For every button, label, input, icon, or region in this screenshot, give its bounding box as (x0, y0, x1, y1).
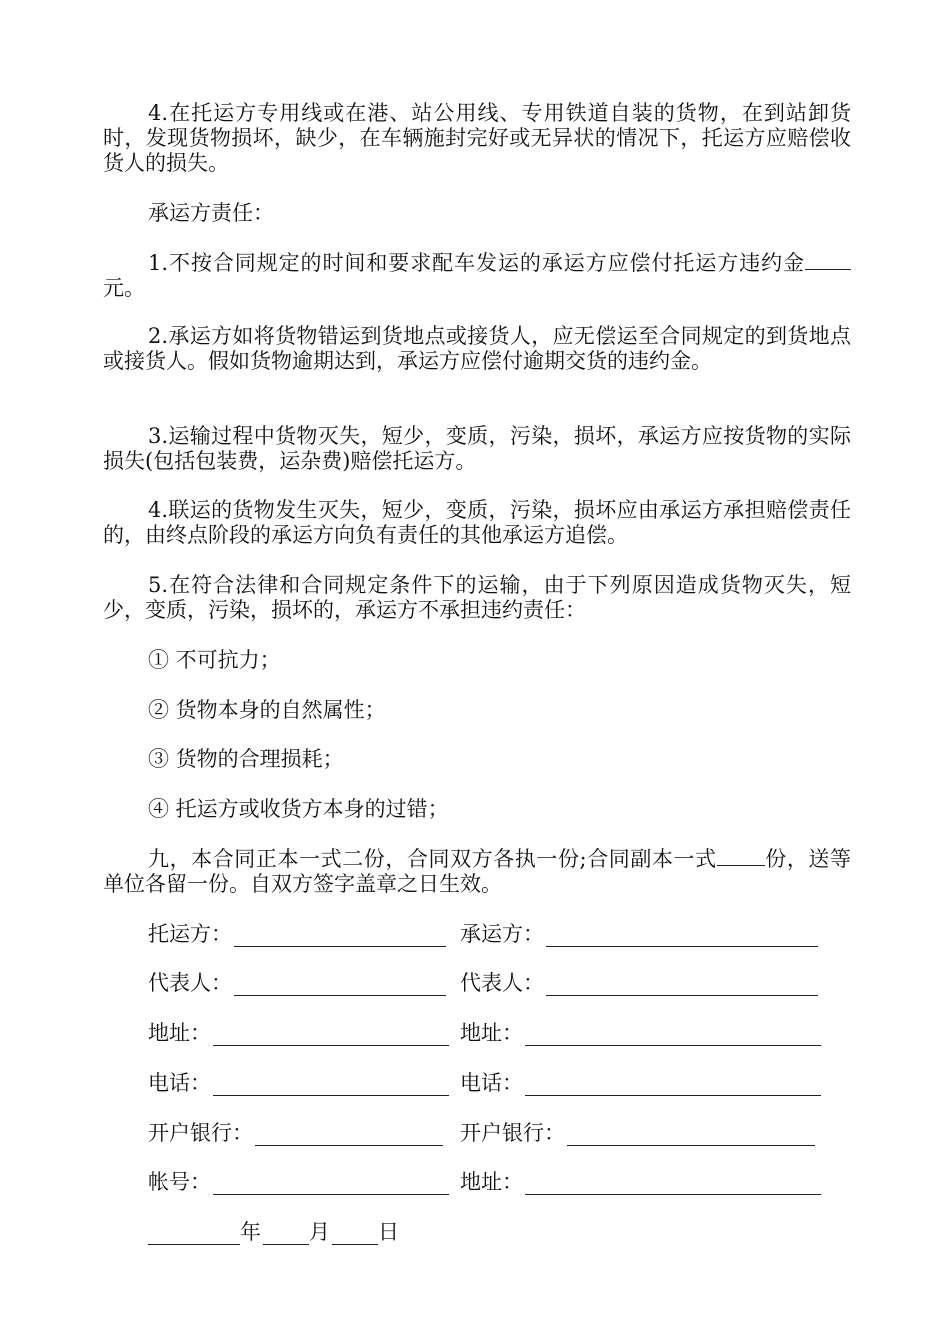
paragraph-carrier-item-5: 5.在符合法律和合同规定条件下的运输，由于下列原因造成货物灭失，短少，变质，污染，损坏的，承运方不承担违约责任： (103, 573, 851, 622)
copies-text: 九，本合同正本一式二份，合同双方各执一份;合同副本一式 (148, 847, 717, 871)
shipper-phone-field (148, 1071, 449, 1096)
paragraph-carrier-item-4: 4.联运的货物发生灭失，短少，变质，污染，损坏应由承运方承担赔偿责任的，由终点阶段的承运方向负有责任的其他承运方追偿。 (103, 498, 851, 547)
carrier-representative-field (460, 971, 818, 996)
carrier-address-2-label: 地址： (460, 1170, 523, 1194)
carrier-item-1-suffix: 元。 (103, 276, 145, 300)
exemption-item-2: ② 货物本身的自然属性； (148, 698, 386, 722)
signature-row-account (148, 1170, 848, 1198)
shipper-address-label: 地址： (148, 1021, 211, 1045)
carrier-line (546, 926, 818, 947)
shipper-account-label: 帐号： (148, 1170, 211, 1194)
shipper-field (148, 922, 446, 947)
shipper-account-line (213, 1174, 449, 1195)
signature-row-address (148, 1021, 848, 1049)
year-label: 年 (240, 1220, 261, 1244)
exemption-item-4: ④ 托运方或收货方本身的过错； (148, 797, 449, 821)
carrier-representative-line (546, 975, 818, 996)
day-label: 日 (378, 1220, 399, 1244)
carrier-item-1-text: 1.不按合同规定的时间和要求配车发运的承运方应偿付托运方违约金 (148, 251, 805, 275)
copies-count-blank (717, 847, 765, 866)
signature-row-phone (148, 1071, 848, 1099)
shipper-representative-line (234, 975, 446, 996)
carrier-bank-field (460, 1121, 815, 1146)
shipper-address-line (213, 1025, 449, 1046)
carrier-address-2-field (460, 1170, 821, 1195)
shipper-representative-label: 代表人： (148, 971, 232, 995)
carrier-phone-line (525, 1075, 821, 1096)
shipper-bank-label: 开户银行： (148, 1121, 253, 1145)
date-field (148, 1220, 399, 1245)
heading-carrier-responsibility: 承运方责任： (148, 201, 274, 225)
exemption-item-3: ③ 货物的合理损耗； (148, 747, 344, 771)
amount-blank (805, 251, 851, 270)
signature-row-representative (148, 971, 848, 999)
carrier-label: 承运方： (460, 922, 544, 946)
shipper-address-field (148, 1021, 449, 1046)
paragraph-copies-effective (103, 847, 851, 897)
carrier-address-field (460, 1021, 821, 1046)
carrier-phone-field (460, 1071, 821, 1096)
exemption-item-1: ① 不可抗力； (148, 648, 281, 672)
carrier-field (460, 922, 818, 947)
carrier-bank-line (567, 1125, 815, 1146)
carrier-address-line (525, 1025, 821, 1046)
year-line (148, 1224, 240, 1245)
paragraph-carrier-item-3: 3.运输过程中货物灭失，短少，变质，污染，损坏，承运方应按货物的实际损失(包括包装费，运杂费)赔偿托运方。 (103, 424, 851, 473)
paragraph-carrier-item-2: 2.承运方如将货物错运到货地点或接货人，应无偿运至合同规定的到货地点或接货人。假如货物逾期达到，承运方应偿付逾期交货的违约金。 (103, 324, 851, 373)
paragraph-carrier-item-1 (103, 251, 851, 301)
month-label: 月 (309, 1220, 330, 1244)
paragraph-shipper-self-loading: 4.在托运方专用线或在港、站公用线、专用铁道自装的货物，在到站卸货时，发现货物损坏，缺少，在车辆施封完好或无异状的情况下，托运方应赔偿收货人的损失。 (103, 101, 851, 175)
carrier-address-label: 地址： (460, 1021, 523, 1045)
shipper-phone-label: 电话： (148, 1071, 211, 1095)
carrier-address-2-line (525, 1174, 821, 1195)
shipper-bank-field (148, 1121, 443, 1146)
date-row (148, 1220, 848, 1248)
shipper-account-field (148, 1170, 449, 1195)
signature-row-party (148, 922, 848, 950)
shipper-phone-line (213, 1075, 449, 1096)
day-line (332, 1224, 378, 1245)
carrier-representative-label: 代表人： (460, 971, 544, 995)
carrier-bank-label: 开户银行： (460, 1121, 565, 1145)
month-line (263, 1224, 309, 1245)
shipper-representative-field (148, 971, 446, 996)
copies-suffix: 份，送等单位各留一份。自双方签字盖章之日生效。 (103, 847, 851, 896)
carrier-phone-label: 电话： (460, 1071, 523, 1095)
signature-row-bank (148, 1121, 848, 1149)
shipper-label: 托运方： (148, 922, 232, 946)
shipper-line (234, 926, 446, 947)
shipper-bank-line (255, 1125, 443, 1146)
